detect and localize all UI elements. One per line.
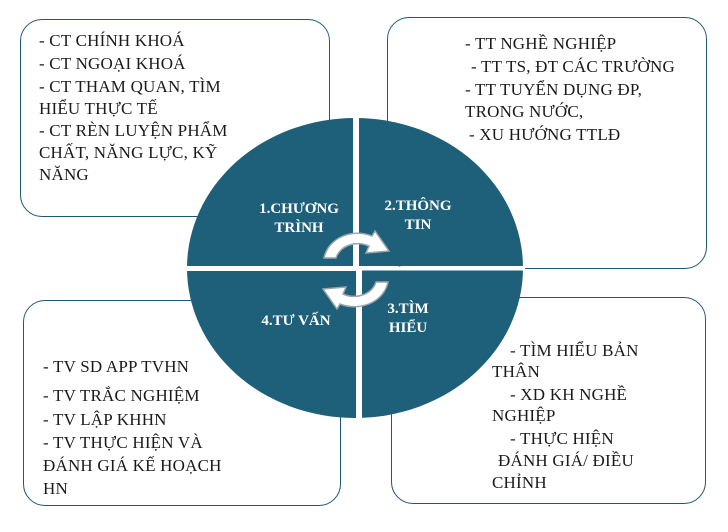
box-line: - TV SD APP TVHN [43,357,190,376]
box-line: NĂNG [39,165,89,184]
quadrant-3 [362,268,525,420]
box-line: - TÌM HIỂU BẢN [510,341,639,360]
box-line: - XU HƯỚNG TTLĐ [469,125,621,144]
box-line: CHẤT, NĂNG LỰC, KỸ [39,143,218,162]
box-line: - CT THAM QUAN, TÌM [39,77,221,96]
box-line: NGHIỆP [492,406,556,425]
box-line: - TV THỰC HIỆN VÀ [43,433,203,452]
quadrant-label-line: TIN [404,217,432,233]
box-line: - TT TUYỂN DỤNG ĐP, [465,80,643,99]
quadrant-label-1 [246,200,352,238]
box-line: - CT RÈN LUYỆN PHẨM [39,121,228,140]
quadrant-label-line: 3.TÌM [387,301,429,317]
box-line: - TT TS, ĐT CÁC TRƯỜNG [471,57,675,76]
box-line: THÂN [492,362,541,381]
box-line: TRONG NƯỚC, [465,102,584,121]
box-line: - THỰC HIỆN [510,429,614,448]
quadrant-label-4 [246,312,346,331]
quadrant-label-line: 1.CHƯƠNG [259,201,339,217]
box-line: ĐÁNH GIÁ/ ĐIỀU [498,451,634,470]
quadrant-label-line: 2.THÔNG [384,198,452,214]
box-line: - TV TRẮC NGHIỆM [43,386,200,405]
box-line: - CT CHÍNH KHOÁ [39,31,185,50]
box-line: HIỂU THỰC TẾ [39,99,158,118]
box-line: - XD KH NGHỀ [510,385,628,404]
box-line: ĐÁNH GIÁ KẾ HOẠCH [43,456,222,475]
box-line: HN [43,479,68,498]
quadrant-label-3 [368,300,448,338]
box-line: - CT NGOẠI KHOÁ [39,54,186,73]
quadrant-label-line: TRÌNH [274,220,324,236]
quadrant-label-2 [365,197,471,235]
box-line: - TT NGHỀ NGHIỆP [465,34,617,53]
box-line: CHỈNH [492,473,547,492]
quadrant-label-line: 4.TƯ VẤN [261,313,331,329]
box-line: - TV LẬP KHHN [43,410,167,429]
quadrant-1 [187,114,353,266]
quadrant-label-line: HIỂU [388,320,428,336]
